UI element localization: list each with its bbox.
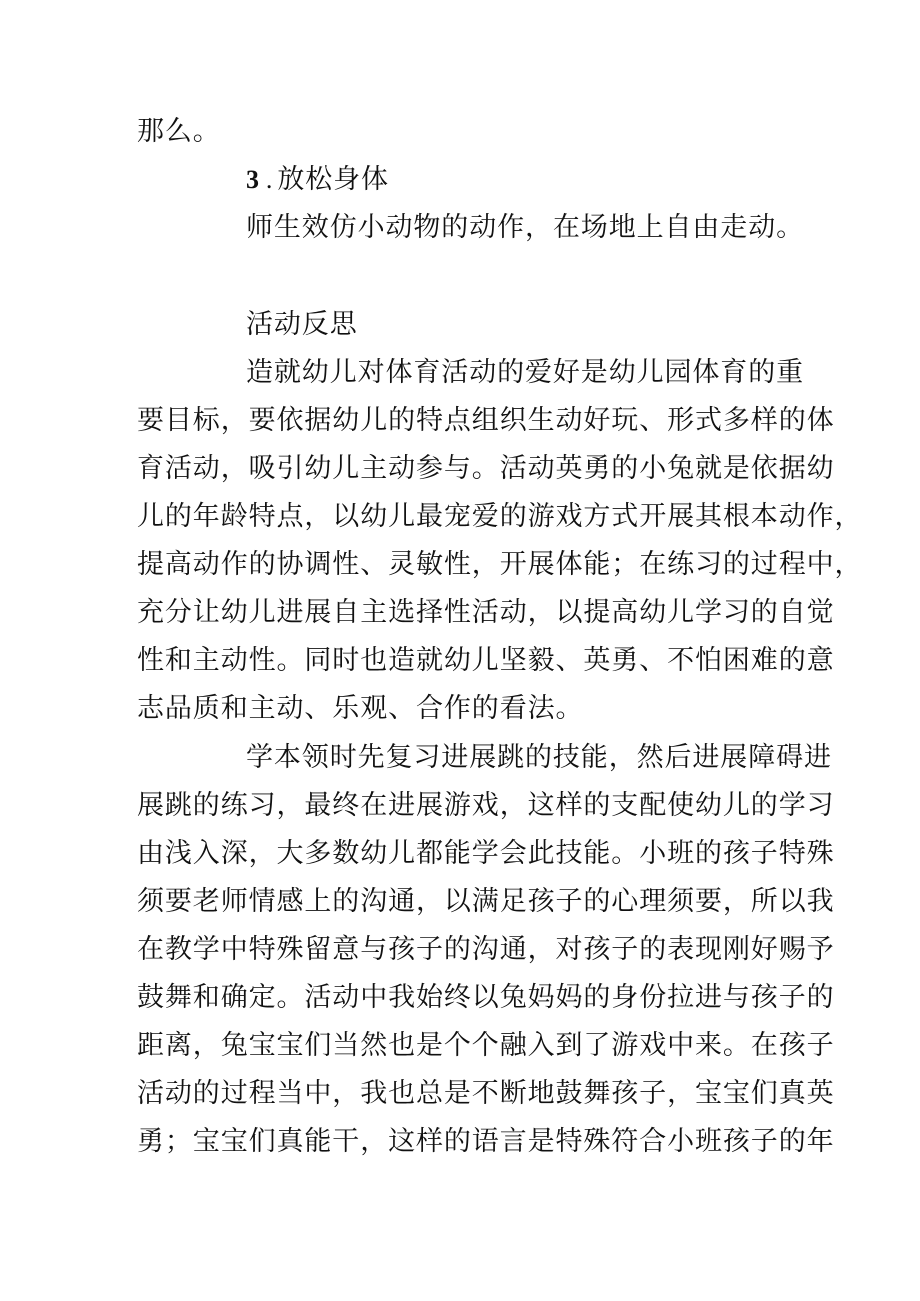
paragraph-line: 鼓舞和确定。活动中我始终以兔妈妈的身份拉进与孩子的: [137, 982, 835, 1013]
paragraph-line: 须要老师情感上的沟通，以满足孩子的心理须要，所以我: [137, 886, 835, 917]
paragraph-line: 育活动，吸引幼儿主动参与。活动英勇的小兔就是依据幼: [137, 453, 835, 484]
paragraph-line: 儿的年龄特点，以幼儿最宠爱的游戏方式开展其根本动作，: [137, 501, 863, 532]
paragraph-line: 展跳的练习，最终在进展游戏，这样的支配使幼儿的学习: [137, 790, 835, 821]
paragraph-line: 勇；宝宝们真能干，这样的语言是特殊符合小班孩子的年: [137, 1126, 835, 1157]
paragraph-line: 活动的过程当中，我也总是不断地鼓舞孩子，宝宝们真英: [137, 1078, 835, 1109]
paragraph-line: 在教学中特殊留意与孩子的沟通，对孩子的表现刚好赐予: [137, 934, 835, 965]
paragraph-line: 学本领时先复习进展跳的技能，然后进展障碍进: [246, 742, 832, 773]
section-number: 3: [246, 165, 260, 194]
paragraph-line: 由浅入深，大多数幼儿都能学会此技能。小班的孩子特殊: [137, 838, 835, 869]
section-title: 放松身体: [277, 164, 389, 195]
intro-tail-text: 那么。: [137, 116, 221, 147]
section-number-dot: .: [265, 165, 274, 194]
paragraph-line: 造就幼儿对体育活动的爱好是幼儿园体育的重: [246, 357, 804, 388]
paragraph-line: 充分让幼儿进展自主选择性活动，以提高幼儿学习的自觉: [137, 597, 835, 628]
paragraph-line: 提高动作的协调性、灵敏性，开展体能；在练习的过程中，: [137, 549, 863, 580]
paragraph-line: 性和主动性。同时也造就幼儿坚毅、英勇、不怕困难的意: [137, 645, 835, 676]
paragraph-line: 志品质和主动、乐观、合作的看法。: [137, 693, 584, 724]
paragraph-line: 要目标，要依据幼儿的特点组织生动好玩、形式多样的体: [137, 405, 835, 436]
section-3-heading: [246, 162, 389, 198]
section-3-body: 师生效仿小动物的动作，在场地上自由走动。: [246, 212, 804, 243]
paragraph-line: 距离，兔宝宝们当然也是个个融入到了游戏中来。在孩子: [137, 1030, 835, 1061]
reflection-heading: 活动反思: [246, 309, 358, 340]
